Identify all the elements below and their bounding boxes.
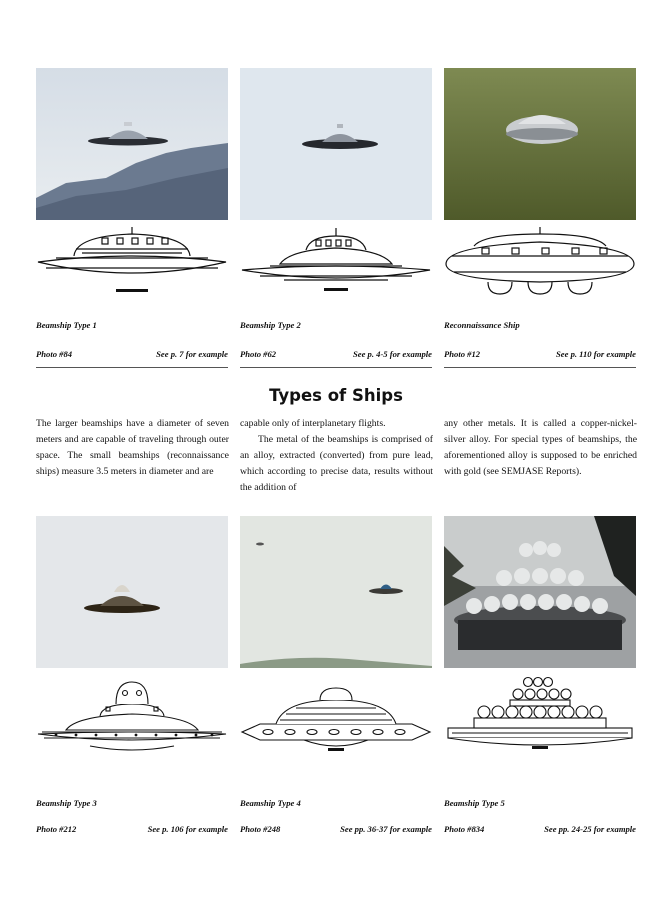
- page-reference: See p. 4-5 for example: [353, 349, 432, 359]
- ship-photo-reconnaissance: [444, 68, 636, 220]
- ship-drawing-type-5: [444, 676, 636, 754]
- ship-drawing-type-1: [36, 224, 228, 302]
- body-paragraph: capable only of interplanetary flights.: [240, 418, 386, 429]
- ship-drawing-type-3: [36, 676, 228, 754]
- body-column-3: [444, 416, 637, 480]
- page-reference: See p. 7 for example: [156, 349, 228, 359]
- photo-number: Photo #248: [240, 824, 281, 834]
- ship-name-label: Beamship Type 3: [36, 798, 97, 808]
- body-column-2: [240, 416, 433, 496]
- photo-number: Photo #12: [444, 349, 481, 359]
- ship-photo-type-5: [444, 516, 636, 668]
- divider-rule: [36, 367, 228, 368]
- ship-name-label: Beamship Type 5: [444, 798, 505, 808]
- body-paragraph: The larger beamships have a diameter of seven meters and are capable of traveling through outer space. The small beamships (reconnaissance ships) measure 3.5 meters in diameter and are: [36, 418, 229, 477]
- page-reference: See p. 106 for example: [147, 824, 228, 834]
- ship-photo-type-3: [36, 516, 228, 668]
- photo-number: Photo #212: [36, 824, 77, 834]
- page-reference: See pp. 24-25 for example: [544, 824, 636, 834]
- ship-photo-type-2: [240, 68, 432, 220]
- ship-drawing-reconnaissance: [444, 224, 636, 302]
- page-reference: See p. 110 for example: [556, 349, 636, 359]
- ship-name-label: Beamship Type 2: [240, 320, 301, 330]
- divider-rule: [240, 367, 432, 368]
- ship-drawing-type-2: [240, 224, 432, 302]
- divider-rule: [444, 367, 636, 368]
- ship-photo-type-1: [36, 68, 228, 220]
- photo-number: Photo #834: [444, 824, 485, 834]
- body-paragraph: any other metals. It is called a copper-nickel-silver alloy. For special types of beamships, the aforementioned alloy is supposed to be enriched with gold (see SEMJASE Reports).: [444, 418, 637, 477]
- body-column-1: [36, 416, 229, 480]
- ship-name-label: Reconnaissance Ship: [444, 320, 520, 330]
- photo-number: Photo #84: [36, 349, 73, 359]
- ship-name-label: Beamship Type 1: [36, 320, 97, 330]
- page-reference: See pp. 36-37 for example: [340, 824, 432, 834]
- ship-drawing-type-4: [240, 676, 432, 754]
- page-title: Types of Ships: [269, 386, 403, 405]
- ship-photo-type-4: [240, 516, 432, 668]
- ship-name-label: Beamship Type 4: [240, 798, 301, 808]
- photo-number: Photo #62: [240, 349, 277, 359]
- body-paragraph: The metal of the beamships is comprised of an alloy, extracted (converted) from pure lead, which according to precise data, results without the addition of: [240, 434, 433, 493]
